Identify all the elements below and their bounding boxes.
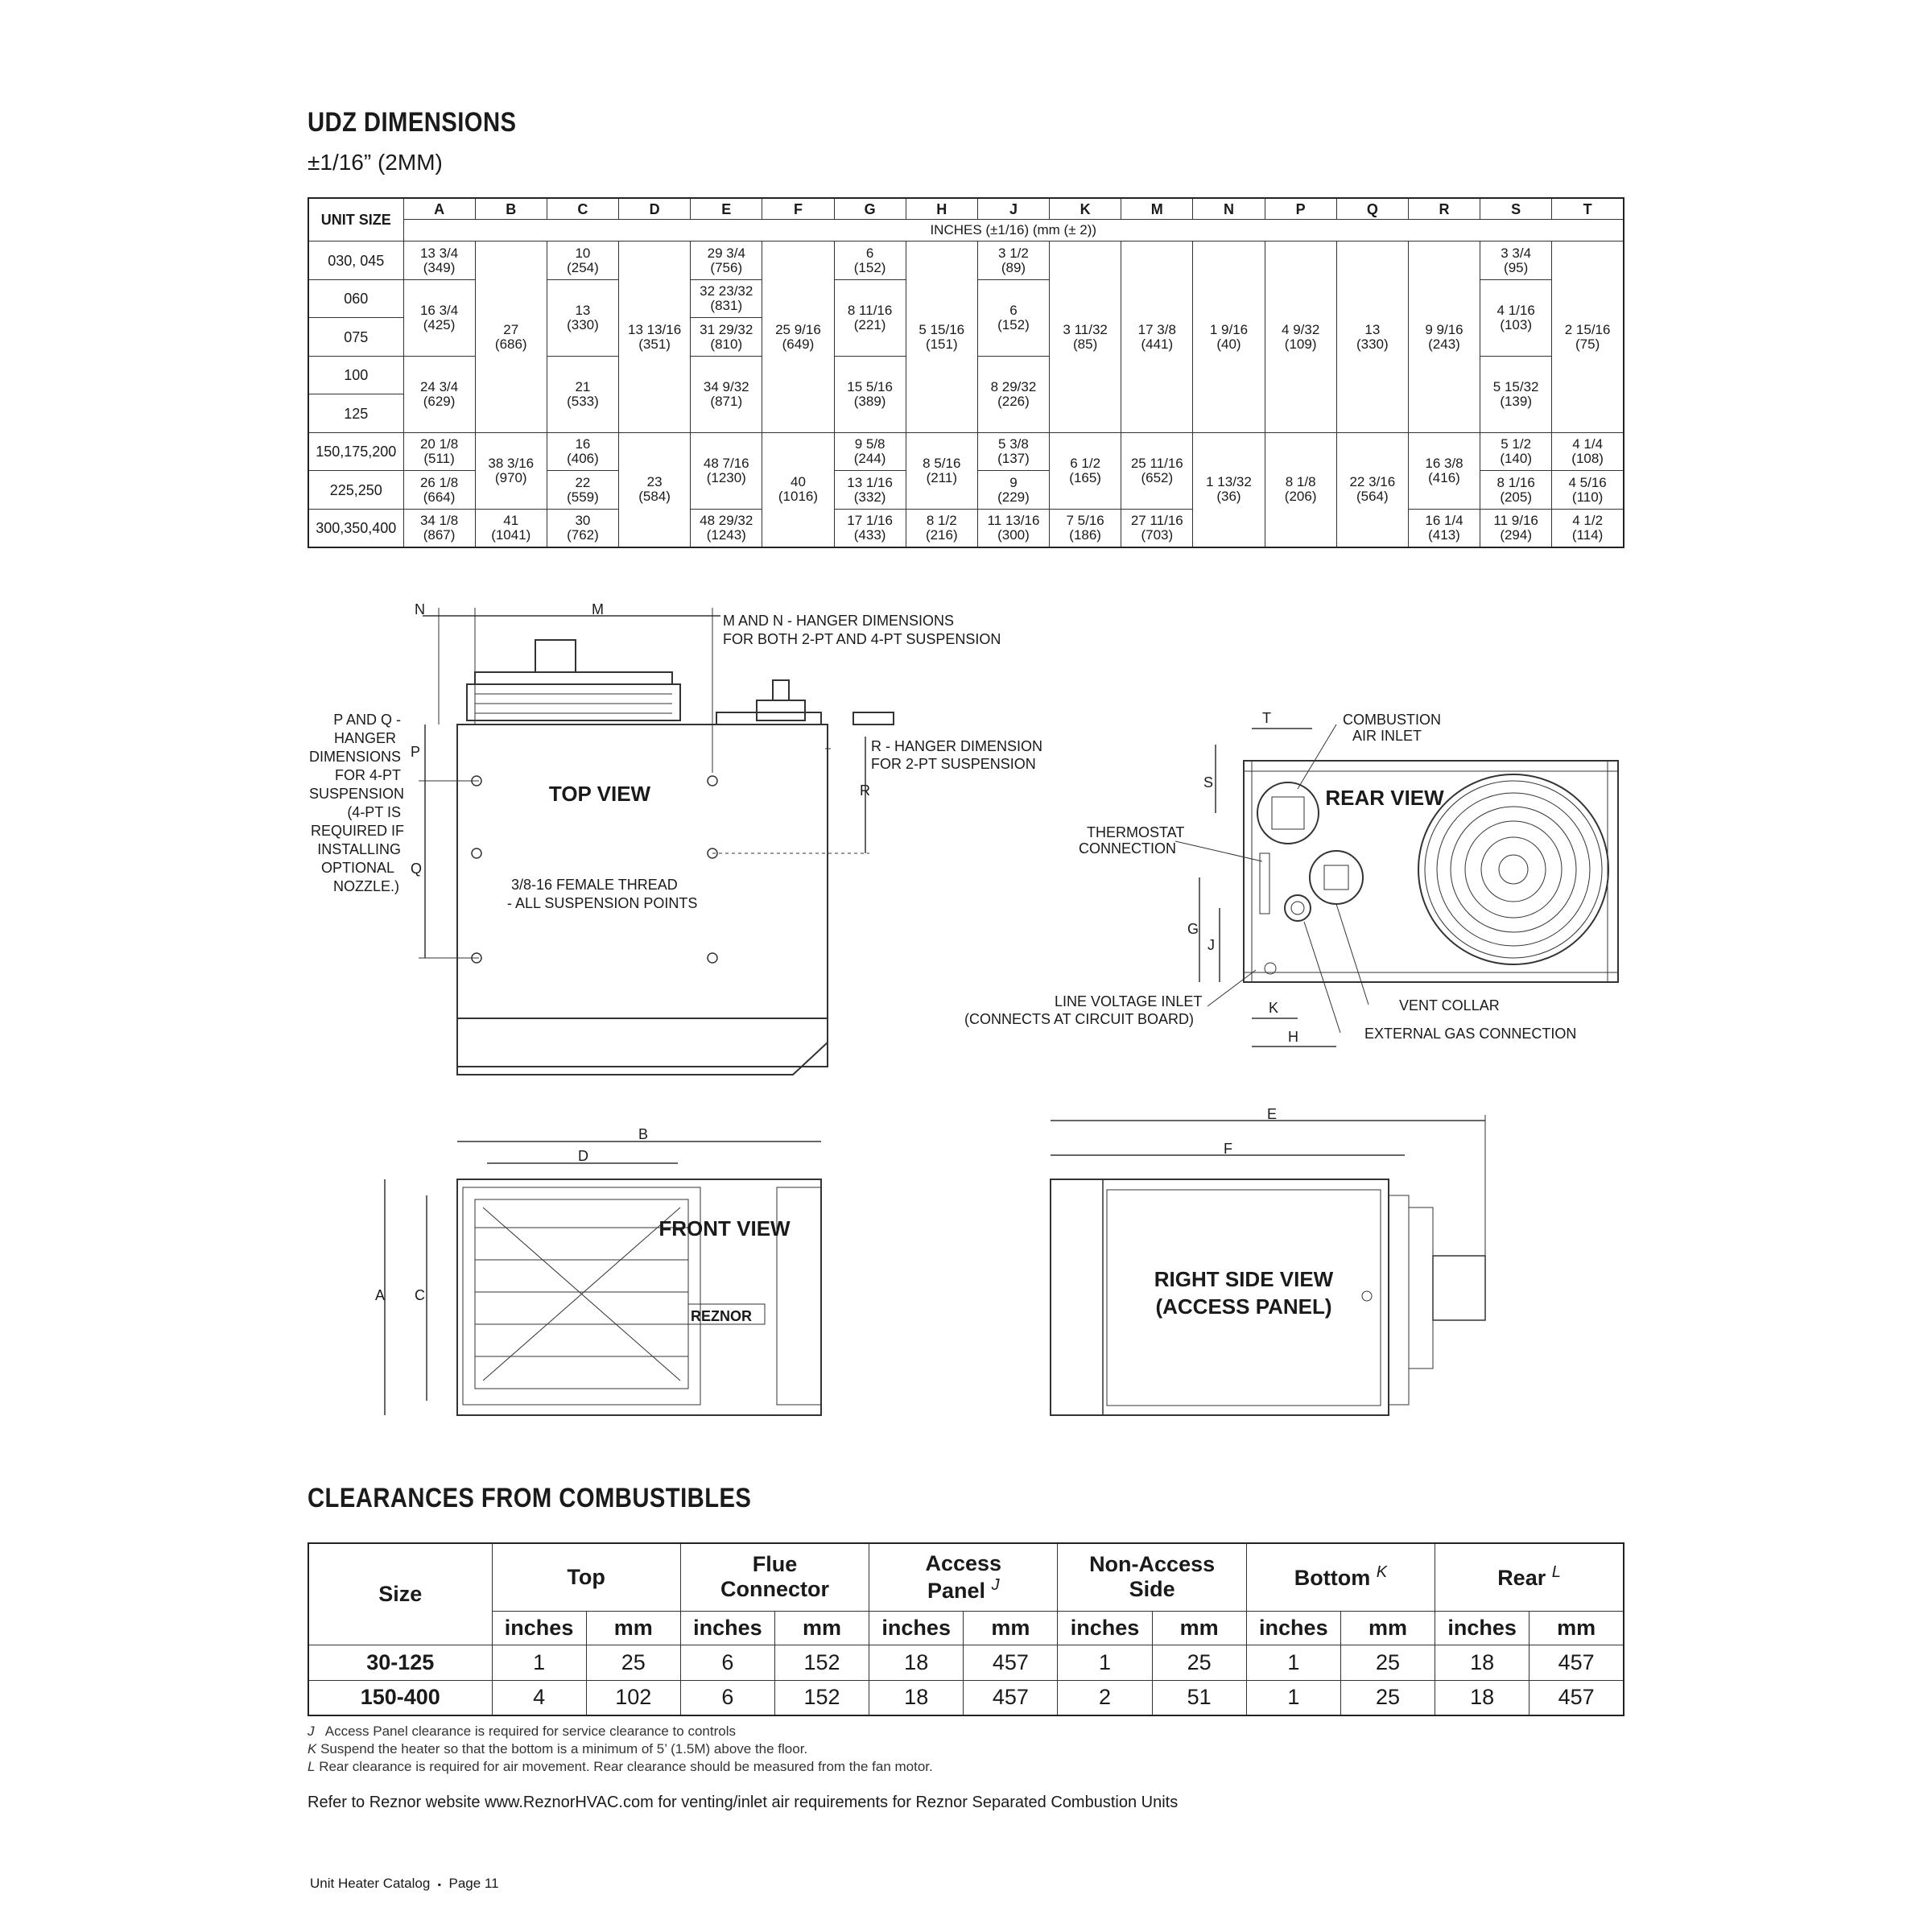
col-header: E (691, 198, 762, 220)
dim-cell-d: 13 13/16 (351) (619, 242, 691, 433)
value-cell: 1 (492, 1645, 586, 1680)
dim-cell-r: 16 3/8 (416) (1408, 432, 1480, 509)
dim-label-f: F (1224, 1141, 1232, 1157)
dim-label-r: R (860, 782, 870, 799)
value-cell: 4 (492, 1680, 586, 1715)
dim-label-d: D (578, 1148, 588, 1164)
clearance-group-top: Top (492, 1543, 680, 1611)
dim-label-p: P (411, 744, 421, 760)
dim-cell-a: 20 1/8 (511) (403, 432, 475, 471)
unit-header: mm (774, 1611, 869, 1645)
page-footer: Unit Heater Catalog ▪ Page 11 (310, 1876, 499, 1891)
value-cell: 25 (1340, 1645, 1435, 1680)
dim-label-e: E (1267, 1106, 1278, 1122)
dim-cell-p: 4 9/32 (109) (1265, 242, 1336, 433)
side-view-title-line2: (ACCESS PANEL) (1155, 1294, 1332, 1319)
dim-cell-q: 22 3/16 (564) (1336, 432, 1408, 547)
pq-note-line: DIMENSIONS (308, 749, 401, 765)
value-cell: 457 (1530, 1680, 1624, 1715)
rear-view-title: REAR VIEW (1325, 786, 1444, 810)
dim-cell-g: 9 5/8 (244) (834, 432, 906, 471)
line-voltage-line2: (CONNECTS AT CIRCUIT BOARD) (964, 1011, 1195, 1027)
clearances-title: CLEARANCES FROM COMBUSTIBLES (308, 1483, 752, 1513)
dim-cell-q: 13 (330) (1336, 242, 1408, 433)
table-row (308, 1645, 1624, 1680)
page-title: UDZ DIMENSIONS (308, 107, 517, 138)
unit-header: mm (586, 1611, 680, 1645)
dim-cell-n: 1 9/16 (40) (1193, 242, 1265, 433)
dim-cell-t: 2 15/16 (75) (1552, 242, 1624, 433)
col-header: M (1121, 198, 1193, 220)
table-row (308, 1680, 1624, 1715)
col-header: C (547, 198, 618, 220)
value-cell: 457 (964, 1680, 1058, 1715)
unit-size-cell: 150,175,200 (308, 432, 403, 471)
dim-cell-a: 26 1/8 (664) (403, 471, 475, 510)
dim-cell-c: 10 (254) (547, 242, 618, 280)
dim-cell-t: 4 1/4 (108) (1552, 432, 1624, 471)
dim-cell-m: 25 11/16 (652) (1121, 432, 1193, 509)
pq-note-line: NOZZLE.) (332, 878, 399, 894)
dim-cell-a: 24 3/4 (629) (403, 356, 475, 432)
dim-label-c: C (415, 1287, 425, 1303)
pq-note-line: P AND Q - (333, 712, 401, 728)
value-cell: 457 (1530, 1645, 1624, 1680)
value-cell: 25 (1340, 1680, 1435, 1715)
dim-label-n: N (415, 601, 425, 617)
footnote-l: L Rear clearance is required for air movement. Rear clearance should be measured from the fan motor. (308, 1759, 933, 1774)
value-cell: 152 (774, 1680, 869, 1715)
value-cell: 18 (1435, 1680, 1530, 1715)
size-header: Size (308, 1543, 492, 1645)
value-cell: 2 (1058, 1680, 1152, 1715)
unit-size-cell: 125 (308, 394, 403, 433)
value-cell: 18 (869, 1680, 964, 1715)
dim-label-m: M (592, 601, 604, 617)
value-cell: 1 (1246, 1680, 1340, 1715)
dim-cell-f: 40 (1016) (762, 432, 834, 547)
dim-cell-h: 8 1/2 (216) (906, 509, 977, 547)
dim-cell-e: 32 23/32 (831) (691, 279, 762, 318)
clearances-table (308, 1542, 1624, 1716)
unit-size-cell: 300,350,400 (308, 509, 403, 547)
line-voltage-line1: LINE VOLTAGE INLET (1055, 993, 1203, 1009)
unit-header: mm (1340, 1611, 1435, 1645)
clearance-group-bottom: Bottom $^K$ (1246, 1543, 1435, 1611)
dim-cell-c: 21 (533) (547, 356, 618, 432)
pq-note-line: OPTIONAL (320, 860, 394, 876)
vent-collar-label: VENT COLLAR (1399, 997, 1500, 1013)
dim-label-q: Q (411, 861, 423, 877)
dim-cell-f: 25 9/16 (649) (762, 242, 834, 433)
value-cell: 25 (586, 1645, 680, 1680)
unit-header: mm (1152, 1611, 1246, 1645)
clearance-group-access: Access Panel $^J$ (869, 1543, 1058, 1611)
col-header: J (977, 198, 1049, 220)
value-cell: 18 (1435, 1645, 1530, 1680)
col-header: G (834, 198, 906, 220)
dim-label-g: G (1187, 921, 1199, 937)
dim-cell-g: 8 11/16 (221) (834, 279, 906, 356)
pq-note-line: REQUIRED IF (310, 823, 404, 839)
unit-header: inches (492, 1611, 586, 1645)
dim-label-a: A (375, 1287, 386, 1303)
dim-cell-j: 3 1/2 (89) (977, 242, 1049, 280)
dim-cell-m: 17 3/8 (441) (1121, 242, 1193, 433)
col-header: D (619, 198, 691, 220)
col-header: Q (1336, 198, 1408, 220)
dim-cell-e: 48 29/32 (1243) (691, 509, 762, 547)
dim-cell-j: 6 (152) (977, 279, 1049, 356)
unit-header: mm (1530, 1611, 1624, 1645)
dim-label-k: K (1269, 1000, 1279, 1016)
unit-size-cell: 060 (308, 279, 403, 318)
unit-size-cell: 030, 045 (308, 242, 403, 280)
dim-cell-s: 8 1/16 (205) (1480, 471, 1552, 510)
value-cell: 51 (1152, 1680, 1246, 1715)
dim-label-b: B (638, 1126, 649, 1142)
dim-label-s: S (1203, 774, 1214, 791)
col-header: P (1265, 198, 1336, 220)
rear-view-drawing (1175, 724, 1618, 1046)
dim-cell-c: 30 (762) (547, 509, 618, 547)
col-header: R (1408, 198, 1480, 220)
r-note-line2: FOR 2-PT SUSPENSION (871, 756, 1036, 772)
col-header: B (475, 198, 547, 220)
dim-label-h: H (1288, 1029, 1298, 1045)
dim-cell-c: 22 (559) (547, 471, 618, 510)
dim-cell-k: 3 11/32 (85) (1050, 242, 1121, 433)
unit-header: mm (964, 1611, 1058, 1645)
dim-label-t: T (1262, 710, 1271, 726)
dim-cell-g: 15 5/16 (389) (834, 356, 906, 432)
unit-header: inches (1246, 1611, 1340, 1645)
dim-cell-e: 34 9/32 (871) (691, 356, 762, 432)
unit-header: inches (869, 1611, 964, 1645)
reznor-logo: REZNOR (691, 1308, 752, 1324)
dim-cell-m: 27 11/16 (703) (1121, 509, 1193, 547)
unit-header: inches (680, 1611, 774, 1645)
top-view-title: TOP VIEW (548, 782, 651, 806)
dim-cell-g: 13 1/16 (332) (834, 471, 906, 510)
dim-cell-a: 16 3/4 (425) (403, 279, 475, 356)
front-view-drawing (385, 1141, 821, 1415)
value-cell: 25 (1152, 1645, 1246, 1680)
unit-size-header: UNIT SIZE (308, 198, 403, 242)
dim-cell-r: 9 9/16 (243) (1408, 242, 1480, 433)
dim-cell-a: 13 3/4 (349) (403, 242, 475, 280)
dim-cell-a: 34 1/8 (867) (403, 509, 475, 547)
unit-size-cell: 100 (308, 356, 403, 394)
col-header: H (906, 198, 977, 220)
unit-size-cell: 075 (308, 318, 403, 357)
thread-note-line1: 3/8-16 FEMALE THREAD (511, 877, 678, 893)
dim-cell-g: 17 1/16 (433) (834, 509, 906, 547)
dim-cell-e: 29 3/4 (756) (691, 242, 762, 280)
reference-note: Refer to Reznor website www.ReznorHVAC.com for venting/inlet air requirements for Reznor Separated Combustion Units (308, 1794, 1179, 1811)
pq-note-line: SUSPENSION (308, 786, 404, 802)
dim-cell-k: 7 5/16 (186) (1050, 509, 1121, 547)
units-label: INCHES (±1/16) (mm (± 2)) (403, 220, 1624, 242)
dim-cell-j: 5 3/8 (137) (977, 432, 1049, 471)
mn-note-line1: M AND N - HANGER DIMENSIONS (723, 613, 955, 629)
col-header: N (1193, 198, 1265, 220)
dim-cell-b: 38 3/16 (970) (475, 432, 547, 509)
value-cell: 6 (680, 1680, 774, 1715)
dim-cell-b: 41 (1041) (475, 509, 547, 547)
pq-note-line: HANGER (333, 730, 396, 746)
clearance-group-nonaccess: Non-Access Side (1058, 1543, 1246, 1611)
mn-note-line2: FOR BOTH 2-PT AND 4-PT SUSPENSION (723, 631, 1001, 647)
dim-cell-s: 3 3/4 (95) (1480, 242, 1552, 280)
dim-label-j: J (1208, 937, 1215, 953)
side-view-drawing (1051, 1115, 1485, 1415)
value-cell: 102 (586, 1680, 680, 1715)
thermostat-line2: CONNECTION (1079, 840, 1176, 857)
dim-cell-h: 5 15/16 (151) (906, 242, 977, 433)
value-cell: 6 (680, 1645, 774, 1680)
dim-cell-c: 13 (330) (547, 279, 618, 356)
dim-cell-e: 48 7/16 (1230) (691, 432, 762, 509)
dim-cell-j: 11 13/16 (300) (977, 509, 1049, 547)
dim-cell-t: 4 5/16 (110) (1552, 471, 1624, 510)
value-cell: 457 (964, 1645, 1058, 1680)
footnote-k: K Suspend the heater so that the bottom is a minimum of 5’ (1.5M) above the floor. (308, 1741, 808, 1757)
front-view-title: FRONT VIEW (658, 1216, 791, 1241)
combustion-line1: COMBUSTION (1343, 712, 1442, 728)
dim-cell-b: 27 (686) (475, 242, 547, 433)
dim-cell-t: 4 1/2 (114) (1552, 509, 1624, 547)
value-cell: 1 (1058, 1645, 1152, 1680)
unit-header: inches (1058, 1611, 1152, 1645)
col-header: S (1480, 198, 1552, 220)
dim-cell-r: 16 1/4 (413) (1408, 509, 1480, 547)
side-view-title-line1: RIGHT SIDE VIEW (1154, 1267, 1334, 1291)
gas-connection-label: EXTERNAL GAS CONNECTION (1364, 1026, 1577, 1042)
footnote-j: J Access Panel clearance is required for service clearance to controls (308, 1724, 736, 1739)
r-note-line1: R - HANGER DIMENSION (871, 738, 1043, 754)
col-header: T (1552, 198, 1624, 220)
dim-cell-k: 6 1/2 (165) (1050, 432, 1121, 509)
combustion-line2: AIR INLET (1352, 728, 1422, 744)
dim-cell-c: 16 (406) (547, 432, 618, 471)
dim-cell-e: 31 29/32 (810) (691, 318, 762, 357)
size-cell: 30-125 (308, 1645, 492, 1680)
thread-note-line2: - ALL SUSPENSION POINTS (507, 895, 698, 911)
dim-cell-s: 5 15/32 (139) (1480, 356, 1552, 432)
value-cell: 18 (869, 1645, 964, 1680)
top-view-drawing (419, 608, 894, 1075)
tolerance-note: ±1/16” (2MM) (308, 150, 443, 175)
value-cell: 152 (774, 1645, 869, 1680)
dim-cell-p: 8 1/8 (206) (1265, 432, 1336, 547)
dim-cell-s: 4 1/16 (103) (1480, 279, 1552, 356)
col-header: A (403, 198, 475, 220)
size-cell: 150-400 (308, 1680, 492, 1715)
pq-note-line: (4-PT IS (347, 804, 401, 820)
col-header: K (1050, 198, 1121, 220)
pq-note-line: INSTALLING (317, 841, 401, 857)
col-header: F (762, 198, 834, 220)
dim-cell-s: 11 9/16 (294) (1480, 509, 1552, 547)
clearance-group-rear: Rear $^L$ (1435, 1543, 1624, 1611)
dim-cell-h: 8 5/16 (211) (906, 432, 977, 509)
clearance-group-flue: Flue Connector (680, 1543, 869, 1611)
dim-cell-j: 9 (229) (977, 471, 1049, 510)
dim-cell-g: 6 (152) (834, 242, 906, 280)
unit-header: inches (1435, 1611, 1530, 1645)
dim-cell-d: 23 (584) (619, 432, 691, 547)
dim-cell-s: 5 1/2 (140) (1480, 432, 1552, 471)
pq-note-line: FOR 4-PT (334, 767, 401, 783)
dim-cell-j: 8 29/32 (226) (977, 356, 1049, 432)
value-cell: 1 (1246, 1645, 1340, 1680)
thermostat-line1: THERMOSTAT (1087, 824, 1185, 840)
unit-size-cell: 225,250 (308, 471, 403, 510)
dim-cell-n: 1 13/32 (36) (1193, 432, 1265, 547)
